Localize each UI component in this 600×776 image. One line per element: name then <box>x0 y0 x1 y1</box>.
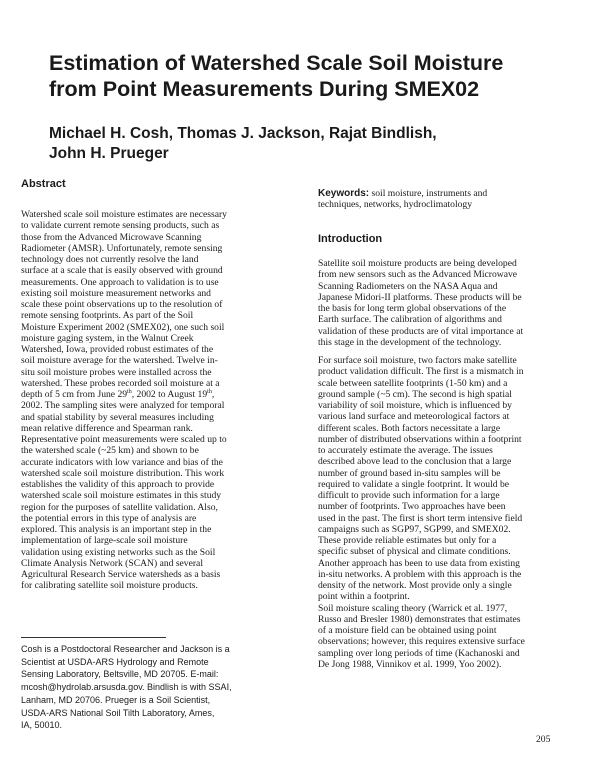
footnote-line: Lanham, MD 20706. Prueger is a Soil Scientist, <box>21 694 211 705</box>
text-line: watershed. These probes recorded soil moisture at a <box>21 377 220 389</box>
keywords-label: Keywords: <box>318 188 370 199</box>
text-line: establishes the validity of this approach to provide <box>21 479 215 490</box>
text-line: number of footprints. Two approaches have been <box>318 501 506 513</box>
author-line: Michael H. Cosh, Thomas J. Jackson, Rajat Bindlish, <box>49 125 437 142</box>
text-line: scale between satellite footprints (1-50 km) and a <box>318 377 508 389</box>
title-line: Estimation of Watershed Scale Soil Moisture <box>49 51 504 75</box>
keywords <box>318 188 487 211</box>
text-line: Another approach has been to use data from existing <box>318 557 520 569</box>
footnote-line: IA, 50010. <box>21 720 63 731</box>
text-line: Moisture Experiment 2002 (SMEX02), one such soil <box>21 321 225 333</box>
text-line: moisture gaging system, in the Walnut Creek <box>21 332 194 344</box>
text-line: in-situ networks. A problem with this approach is the <box>318 568 522 580</box>
text-line: the potential errors in this type of analysis are <box>21 512 197 524</box>
text-line: For surface soil moisture, two factors make satellite <box>318 355 517 366</box>
text-line: from new sensors such as the Advanced Microwave <box>318 269 518 281</box>
text-line: explored. This analysis is an important step in the <box>21 524 212 535</box>
text-line: Earth surface. The calibration of algorithms and <box>318 314 502 326</box>
text-line: difficult to provide such information for a large <box>318 490 500 501</box>
text-line: These provide reliable estimates but only for a <box>318 535 497 546</box>
superscript: th <box>127 388 132 395</box>
superscript: th <box>207 388 212 395</box>
text-line: Representative point measurements were scaled up to <box>21 434 227 445</box>
text-line: Agricultural Research Service watersheds as a basis <box>21 569 221 580</box>
text-line: validation using existing networks such as the Soil <box>21 546 216 558</box>
text-line: used in the past. The first is short term intensive field <box>318 512 523 524</box>
text-line: specific subset of physical and climate conditions. <box>318 546 511 558</box>
text-line: De Jong 1988, Vinnikov et al. 1999, Yoo 2002). <box>318 658 502 670</box>
text-fragment: , <box>211 389 215 400</box>
footnote-line: Scientist at USDA-ARS Hydrology and Remote <box>21 656 209 667</box>
text-line: Radiometer (AMSR). Unfortunately, remote sensing <box>21 242 223 254</box>
text-line: technology does not currently resolve the land <box>21 254 199 265</box>
text-line: the basis for long term global observations of the <box>318 303 507 314</box>
footnote-divider <box>21 637 166 638</box>
text-line: product validation difficult. The first is a mismatch in <box>318 366 524 378</box>
footnote-line: USDA-ARS National Soil Tilth Laboratory, Ames, <box>21 707 215 718</box>
text-line: accurate indicators with low variance and bias of the <box>21 456 223 468</box>
text-line: observations; however, this requires extensive surface <box>318 636 525 648</box>
text-line: remote sensing footprints. As part of the Soil <box>21 310 194 322</box>
text-line: soil moisture average for the watershed. Twelve in- <box>21 355 218 367</box>
text-fragment: depth of 5 cm from June 29 <box>21 389 128 400</box>
introduction-paragraph-1 <box>318 258 523 348</box>
text-line: the watershed scale (~25 km) and shown to be <box>21 445 199 457</box>
text-line: Scanning Radiometers on the NASA Aqua and <box>318 280 498 292</box>
text-line <box>21 389 227 400</box>
text-line: density of the network. Most provide only a single <box>318 580 512 591</box>
text-line: for calibrating satellite soil moisture products. <box>21 580 198 592</box>
text-line: required to validate a single footprint. It would be <box>318 478 510 490</box>
keywords-line-1: soil moisture, instruments and <box>371 188 488 199</box>
title-line: from Point Measurements During SMEX02 <box>49 77 480 101</box>
footnote-line: Sensing Laboratory, Beltsville, MD 20705. E-mail: <box>21 669 219 680</box>
paper-title <box>49 50 569 102</box>
text-line: those from the Advanced Microwave Scanning <box>21 231 202 243</box>
text-line: ground sample (~5 cm). The second is high spatial <box>318 388 512 400</box>
text-line: implementation of large-scale soil moisture <box>21 535 188 547</box>
text-line: Climate Analysis Network (SCAN) and several <box>21 557 203 569</box>
text-line: variability of soil moisture, which is influenced by <box>318 400 512 411</box>
text-line: surface at a scale that is easily observed with ground <box>21 265 223 277</box>
text-line: different scales. Both factors necessitate a large <box>318 422 501 434</box>
text-line: of a moisture field can be obtained using point <box>318 625 497 636</box>
introduction-heading: Introduction <box>318 233 383 245</box>
introduction-paragraph-2 <box>318 355 525 670</box>
text-line: described above lead to the conclusion that a large <box>318 456 512 468</box>
text-line: to validate current remote sensing products, such as <box>21 220 220 232</box>
text-line: and spatial stability by several measures including <box>21 411 214 423</box>
text-line: scale these point observations up to the resolution of <box>21 299 223 310</box>
text-line: situ soil moisture probes were installed across the <box>21 366 212 378</box>
footnote-line: Cosh is a Postdoctoral Researcher and Jackson is a <box>21 644 230 654</box>
text-line: various land surface and meteorological factors at <box>318 411 510 423</box>
abstract-text <box>21 209 227 592</box>
abstract-heading: Abstract <box>21 178 66 190</box>
text-line: Watershed scale soil moisture estimates are necessary <box>21 209 227 220</box>
text-line: Watershed, Iowa, provided robust estimates of the <box>21 344 214 355</box>
author-list <box>49 124 569 164</box>
footnote-line: mcosh@hydrolab.arsusda.gov. Bindlish is with SSAI, <box>21 682 232 693</box>
text-line: Soil moisture scaling theory (Warrick et al. 1977, <box>318 602 508 614</box>
text-line: mean relative difference and Spearman rank. <box>21 422 193 434</box>
page-number: 205 <box>536 734 551 745</box>
keywords-line-2: techniques, networks, hydroclimatology <box>318 199 473 211</box>
text-line: campaigns such as SGP97, SGP99, and SMEX02. <box>318 523 511 535</box>
author-affiliation-footnote <box>21 643 232 732</box>
text-line: region for the purposes of satellite validation. Also, <box>21 501 218 513</box>
text-line: number of ground based in-situ samples will be <box>318 467 501 479</box>
text-line: sampling over long periods of time (Kachanoski and <box>318 647 520 659</box>
text-line: existing soil moisture measurement networks and <box>21 287 211 299</box>
text-line: 2002. The sampling sites were analyzed for temporal <box>21 400 225 412</box>
text-line: this stage in the development of the technology. <box>318 336 502 348</box>
text-line: Japanese Midori-II platforms. These products will be <box>318 291 522 303</box>
text-line: to accurately estimate the average. The issues <box>318 445 493 456</box>
text-line: watershed scale soil moisture estimates in this study <box>21 490 222 502</box>
text-line: point within a footprint. <box>318 591 410 603</box>
author-line: John H. Prueger <box>49 145 169 162</box>
text-fragment: , 2002 to August 19 <box>131 389 208 400</box>
text-line: measurements. One approach to validation is to use <box>21 276 219 288</box>
text-line: validation of these products are of vital importance at <box>318 325 524 337</box>
text-line: Satellite soil moisture products are being developed <box>318 258 517 269</box>
text-line: number of distributed observations within a footprint <box>318 433 522 445</box>
text-line: Russo and Bresler 1980) demonstrates that estimates <box>318 613 521 625</box>
text-line: watershed scale soil moisture distribution. This work <box>21 467 225 479</box>
